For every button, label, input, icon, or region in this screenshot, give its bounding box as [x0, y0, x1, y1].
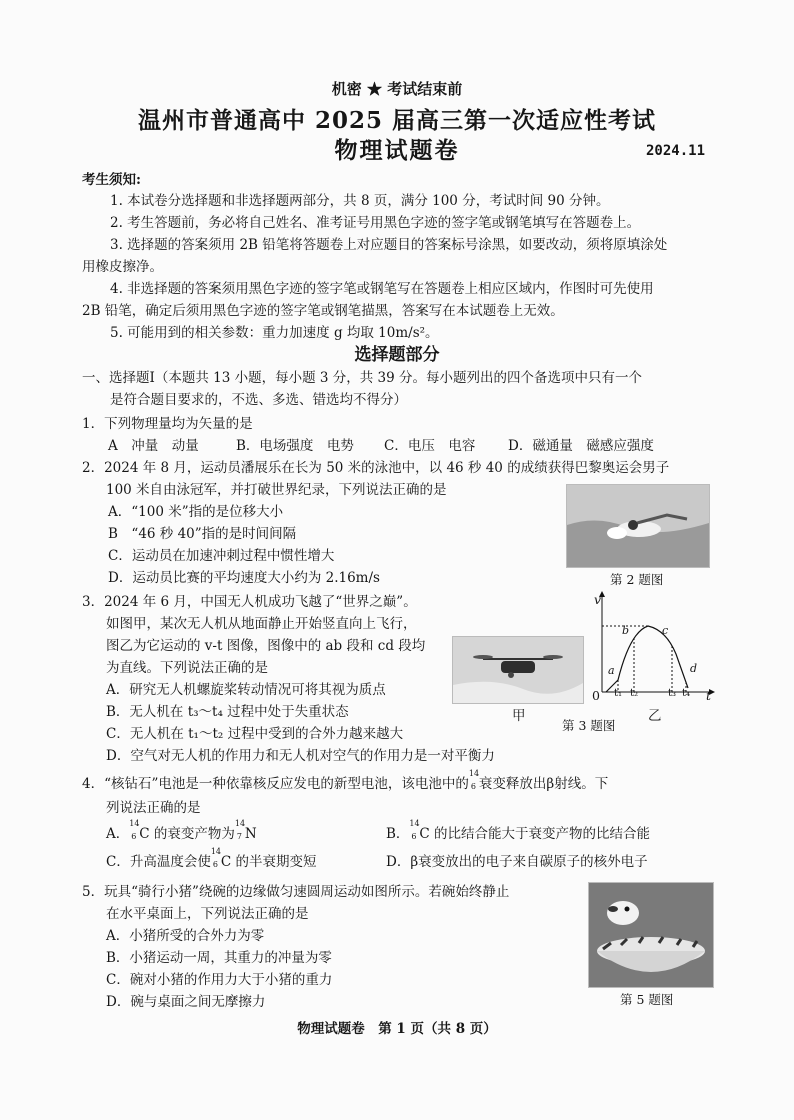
- q3-option-d: D．空气对无人机的作用力和无人机对空气的作用力是一对平衡力: [106, 748, 495, 764]
- part1-intro-cont: 是符合题目要求的，不选、多选、错选均不得分）: [110, 392, 407, 408]
- q4-option-a: A． 14 6 C 的衰变产物为 14 7 N: [106, 819, 257, 842]
- q2-option-c: C．运动员在加速冲刺过程中惯性增大: [108, 548, 335, 564]
- q4-option-b: B． 14 6 C 的比结合能大于衰变产物的比结合能: [386, 819, 651, 842]
- vt-graph-y-label: v: [594, 592, 602, 607]
- vt-graph-point-c: c: [662, 624, 669, 637]
- vt-graph-tick-t3: t₃: [668, 688, 677, 699]
- q5-figure-caption: 第 5 题图: [620, 992, 674, 1007]
- vt-graph-x-label: t: [706, 688, 712, 703]
- section-title: 选择题部分: [354, 345, 440, 365]
- drone-photo: [452, 636, 584, 704]
- figure-label-yi: 乙: [648, 708, 662, 724]
- notice-item-4-cont: 2B 铅笔，确定后须用黑色字迹的签字笔或钢笔描黑，答案写在本试题卷上无效。: [82, 303, 564, 319]
- q2-stem: 2．2024 年 8 月，运动员潘展乐在长为 50 米的泳池中，以 46 秒 40 的成绩获得巴黎奥运会男子: [82, 460, 670, 476]
- vt-graph-origin: 0: [592, 688, 600, 703]
- swimmer-photo: [566, 484, 710, 568]
- notice-item-3: 3. 选择题的答案须用 2B 铅笔将答题卷上对应题目的答案标号涂黑，如要改动，须将原填涂处: [110, 237, 668, 253]
- notice-item-3-cont: 用橡皮擦净。: [82, 259, 163, 275]
- q5-option-b: B．小猪运动一周，其重力的冲量为零: [106, 950, 332, 966]
- vt-graph-point-a: a: [608, 664, 615, 677]
- q4-stem: [82, 769, 609, 792]
- q4-stem-text-end: 衰变释放出β射线。下: [478, 776, 609, 792]
- q4-option-d: D．β衰变放出的电子来自碳原子的核外电子: [386, 854, 648, 870]
- q3-stem: 3．2024 年 6 月，中国无人机成功飞越了“世界之巅”。: [82, 594, 417, 610]
- exam-date: 2024.11: [646, 143, 706, 159]
- q3-stem-line4: 为直线。下列说法正确的是: [106, 660, 268, 676]
- q5-option-c: C．碗对小猪的作用力大于小猪的重力: [106, 972, 333, 988]
- q1-option-d: D．磁通量 磁感应强度: [508, 438, 654, 454]
- vt-graph: [588, 588, 718, 700]
- q1-option-a: A 冲量 动量: [108, 438, 199, 454]
- q2-option-d: D．运动员比赛的平均速度大小约为 2.16m/s: [108, 570, 380, 586]
- vt-graph-point-b: b: [622, 624, 630, 637]
- q2-figure-caption: 第 2 题图: [610, 572, 664, 587]
- part1-intro: 一、选择题Ⅰ（本题共 13 小题，每小题 3 分，共 39 分。每小题列出的四个备选项中只有一个: [82, 370, 643, 386]
- q2-stem-cont: 100 米自由泳冠军，并打破世界纪录，下列说法正确的是: [106, 482, 447, 498]
- q5-option-d: D．碗与桌面之间无摩擦力: [106, 994, 266, 1010]
- vt-curve: [606, 626, 688, 692]
- q4-option-c: C．升高温度会使 14 6 C 的半衰期变短: [106, 847, 317, 870]
- vt-graph-tick-t2: t₂: [630, 688, 639, 699]
- page-footer: 物理试题卷 第 1 页（共 8 页）: [297, 1021, 497, 1037]
- q3-option-c: C．无人机在 t₁～t₂ 过程中受到的合外力越来越大: [106, 726, 404, 742]
- carbon14-isotope: 14 6: [468, 769, 480, 791]
- vt-graph-tick-t4: t₄: [682, 688, 691, 699]
- q1-option-b: B．电场强度 电势: [236, 438, 354, 454]
- pig-bowl-photo: [588, 882, 714, 988]
- q3-figure-caption: 第 3 题图: [562, 718, 616, 733]
- q1-stem: 1．下列物理量均为矢量的是: [82, 416, 253, 432]
- q1-option-c: C．电压 电容: [384, 438, 476, 454]
- figure-label-jia: 甲: [512, 708, 526, 724]
- q3-option-b: B．无人机在 t₃～t₄ 过程中处于失重状态: [106, 704, 349, 720]
- notice-title: 考生须知:: [82, 172, 141, 188]
- q4-stem-text: 4．“核钻石”电池是一种依靠核反应发电的新型电池，该电池中的: [82, 776, 469, 792]
- q2-option-a: A．“100 米”指的是位移大小: [108, 504, 284, 520]
- notice-item-5: 5. 可能用到的相关参数：重力加速度 g 均取 10m/s²。: [110, 325, 439, 341]
- q5-option-a: A．小猪所受的合外力为零: [106, 928, 265, 944]
- q2-option-b: B “46 秒 40”指的是时间间隔: [108, 526, 297, 542]
- q4-stem-cont: 列说法正确的是: [106, 800, 201, 816]
- notice-item-1: 1. 本试卷分选择题和非选择题两部分，共 8 页，满分 100 分，考试时间 90 分钟。: [110, 193, 610, 209]
- notice-item-2: 2. 考生答题前，务必将自己姓名、准考证号用黑色字迹的签字笔或钢笔填写在答题卷上。: [110, 215, 641, 231]
- paper-subtitle: 物理试题卷: [334, 137, 460, 164]
- notice-item-4: 4. 非选择题的答案须用黑色字迹的签字笔或钢笔写在答题卷上相应区域内，作图时可先使用: [110, 281, 654, 297]
- q5-stem: 5．玩具“骑行小猪”绕碗的边缘做匀速圆周运动如图所示。若碗始终静止: [82, 884, 510, 900]
- q3-stem-line2: 如图甲，某次无人机从地面静止开始竖直向上飞行，: [106, 616, 417, 632]
- q3-option-a: A．研究无人机螺旋桨转动情况可将其视为质点: [106, 682, 386, 698]
- vt-graph-tick-t1: t₁: [614, 688, 623, 699]
- confidential-mark: 机密 ★ 考试结束前: [331, 80, 463, 98]
- q3-stem-line3: 图乙为它运动的 v-t 图像，图像中的 ab 段和 cd 段均: [106, 638, 426, 654]
- q5-stem-cont: 在水平桌面上，下列说法正确的是: [106, 906, 309, 922]
- exam-title: 温州市普通高中 2025 届高三第一次适应性考试: [137, 107, 657, 134]
- vt-graph-point-d: d: [690, 662, 698, 675]
